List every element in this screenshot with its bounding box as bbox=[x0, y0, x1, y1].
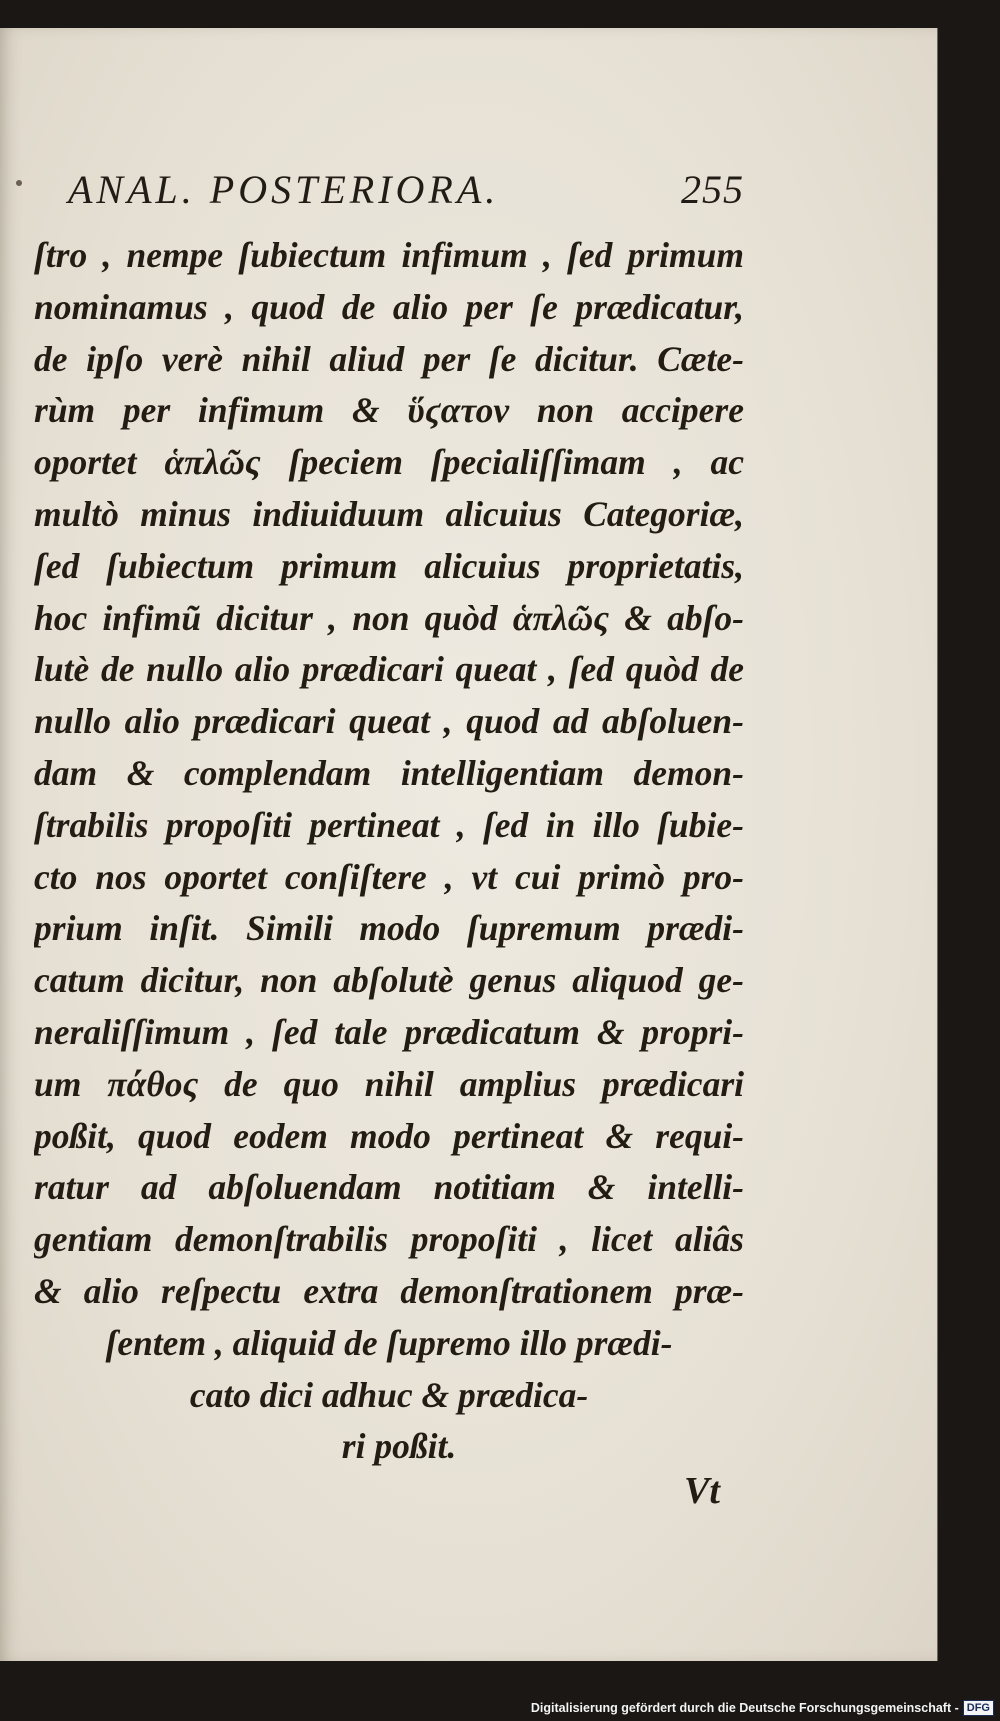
body-text bbox=[34, 230, 744, 1473]
text-line: catum dicitur, non abſolutè genus aliquod ge- bbox=[34, 960, 744, 1001]
text-line: ſtro , nempe ſubiectum infimum , ſed primum bbox=[34, 235, 744, 275]
page-number: 255 bbox=[681, 167, 744, 212]
text-line: rùm per infimum & ὕϛατον non accipere bbox=[34, 390, 744, 431]
text-line: ſentem , aliquid de ſupremo illo prædi- bbox=[105, 1322, 673, 1363]
text-line: de ipſo verè nihil aliud per ſe dicitur. Cæte- bbox=[34, 338, 744, 379]
footer-credit: Digitalisierung gefördert durch die Deutsche Forschungsgemeinschaft - bbox=[530, 1701, 959, 1715]
text-line: neraliſſimum , ſed tale prædicatum & propri- bbox=[34, 1011, 744, 1052]
text-line: ratur ad abſoluendam notitiam & intelli- bbox=[34, 1167, 744, 1208]
text-line: ſtrabilis propoſiti pertineat , ſed in illo ſubie- bbox=[34, 804, 744, 845]
book-page bbox=[0, 28, 938, 1661]
text-line: um πάθος de quo nihil amplius prædicari bbox=[34, 1063, 744, 1104]
page-edge-mark bbox=[16, 180, 22, 186]
digitization-footer bbox=[531, 1700, 994, 1716]
text-line: ſed ſubiectum primum alicuius proprietatis, bbox=[34, 545, 744, 586]
text-line: multò minus indiuiduum alicuius Categoriæ, bbox=[34, 493, 744, 534]
text-line: & alio reſpectu extra demonſtrationem præ- bbox=[34, 1270, 744, 1311]
text-line: oportet ἁπλῶς ſpeciem ſpecialiſſimam , ac bbox=[34, 442, 744, 483]
text-line: lutè de nullo alio prædicari queat , ſed quòd de bbox=[34, 649, 744, 690]
text-line: cto nos oportet conſiſtere , vt cui primò pro- bbox=[34, 856, 744, 897]
text-line: hoc infimũ dicitur , non quòd ἁπλῶς & abſo- bbox=[34, 597, 744, 638]
text-line: cato dici adhuc & prædica- bbox=[189, 1374, 589, 1415]
text-line: gentiam demonſtrabilis propoſiti , licet aliâs bbox=[34, 1219, 744, 1260]
text-line: nullo alio prædicari queat , quod ad abſoluen- bbox=[34, 701, 744, 742]
dfg-logo-icon: DFG bbox=[963, 1700, 994, 1716]
running-title: ANAL. POSTERIORA. bbox=[68, 167, 500, 212]
text-line: dam & complendam intelligentiam demon- bbox=[34, 752, 744, 793]
text-line: poßit, quod eodem modo pertineat & requi- bbox=[34, 1115, 744, 1156]
text-line: nominamus , quod de alio per ſe prædicatur, bbox=[34, 286, 744, 327]
running-header bbox=[68, 166, 744, 213]
catchword: Vt bbox=[684, 1470, 720, 1512]
text-line: ri poßit. bbox=[341, 1426, 457, 1467]
text-line: prium inſit. Simili modo ſupremum prædi- bbox=[34, 908, 744, 949]
